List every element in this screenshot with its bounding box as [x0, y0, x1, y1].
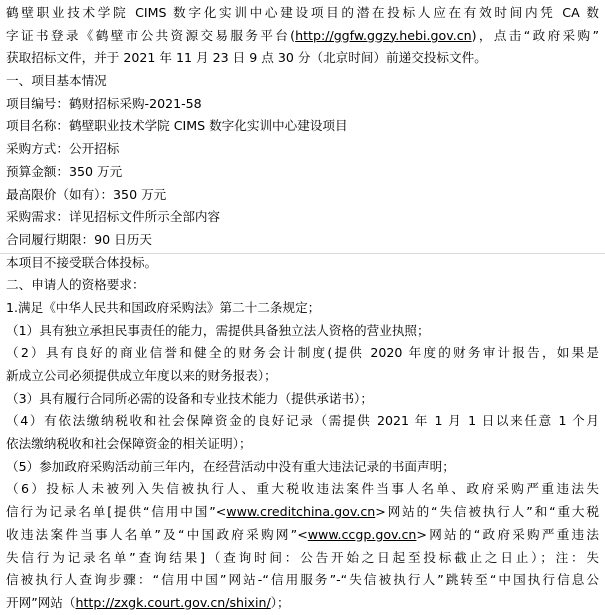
qualification-item-5: （5）参加政府采购活动前三年内，在经营活动中没有重大违法记录的书面声明； [6, 458, 455, 474]
max-price: 最高限价（如有）：350 万元 [6, 186, 167, 202]
section-heading-qualifications: 二、申请人的资格要求： [6, 277, 145, 293]
creditchina-link[interactable]: www.creditchina.gov.cn [226, 504, 376, 520]
intro-text: )，点击“政府采购” [471, 27, 599, 43]
qualification-item-6-line-2 [6, 501, 599, 524]
item6-text: 信行为记录名单[提供“信用中国”< [6, 504, 227, 520]
intro-text: 字证书登录《鹤壁市公共资源交易服务平台( [6, 27, 296, 43]
item6-text: >网站的“政府采购严重违法 [416, 526, 599, 542]
procurement-method: 采购方式：公开招标 [6, 141, 120, 157]
zxgk-link[interactable]: http://zxgk.court.gov.cn/shixin/ [75, 594, 271, 610]
project-name: 项目名称：鹤壁职业技术学院 CIMS 数字化实训中心建设项目 [6, 118, 348, 134]
intro-line-3: 获取招标文件，并于 2021 年 11 月 23 日 9 点 30 分（北京时间）前递交投标文件。 [6, 50, 487, 66]
qualification-item-6-line-3 [6, 524, 599, 547]
qualification-item-2-line-2: 新成立公司必须提供成立年度以来的财务报表）； [6, 368, 277, 383]
item6-text: 开网”网站（ [6, 594, 76, 610]
project-number: 项目编号：鹤财招标采购-2021-58 [6, 95, 202, 111]
qualification-item-4-line-1: （4）有依法缴纳税收和社会保障资金的良好记录（需提供 2021 年 1 月 1 日以来任意 1 个月 [6, 413, 599, 429]
qualification-item-3: （3）具有履行合同所必需的设备和专业技术能力（提供承诺书）； [6, 390, 373, 406]
qualification-item-2-line-1: （2）具有良好的商业信誉和健全的财务会计制度(提供 2020 年度的财务审计报告，如果是 [6, 345, 599, 361]
qualification-item-6-line-4: 失信行为记录名单”查询结果]（查询时间：公告开始之日起至投标截止之日止）；注：失 [6, 549, 599, 565]
item6-text: ）； [270, 594, 290, 610]
item6-text: >网站的“失信被执行人”和“重大税 [375, 504, 599, 520]
intro-line-2 [6, 25, 599, 48]
qualification-item-1: （1）具有独立承担民事责任的能力，需提供具备独立法人资格的营业执照； [6, 322, 430, 338]
item6-text: 收违法案件当事人名单”及“中国政府采购网”< [6, 526, 308, 542]
qualification-item-4-line-2: 依法缴纳税收和社会保障资金的相关证明）； [6, 436, 252, 452]
ccgp-link[interactable]: www.ccgp.gov.cn [307, 526, 417, 542]
qualification-item-6-line-1: （6）投标人未被列入失信被执行人、重大税收违法案件当事人名单、政府采购严重违法失 [6, 481, 599, 497]
section-heading-basic-info: 一、项目基本情况 [6, 73, 107, 89]
budget-amount: 预算金额：350 万元 [6, 163, 123, 179]
separator-line [0, 253, 605, 254]
consortium-note: 本项目不接受联合体投标。 [6, 254, 158, 270]
qualification-item-6-line-5: 信被执行人查询步骤：“信用中国”网站-“信用服务”-“失信被执行人”跳转至“中国执行信息公 [6, 572, 599, 588]
qualification-rule: 1.满足《中华人民共和国政府采购法》第二十二条规定； [6, 299, 321, 315]
qualification-item-6-line-6 [6, 592, 599, 615]
contract-period: 合同履行期限：90 日历天 [6, 231, 152, 247]
platform-link[interactable]: http://ggfw.ggzy.hebi.gov.cn [295, 27, 472, 43]
procurement-requirement: 采购需求：详见招标文件所示全部内容 [6, 209, 221, 225]
intro-line-1: 鹤壁职业技术学院 CIMS 数字化实训中心建设项目的潜在投标人应在有效时间内凭 CA 数 [6, 5, 599, 20]
